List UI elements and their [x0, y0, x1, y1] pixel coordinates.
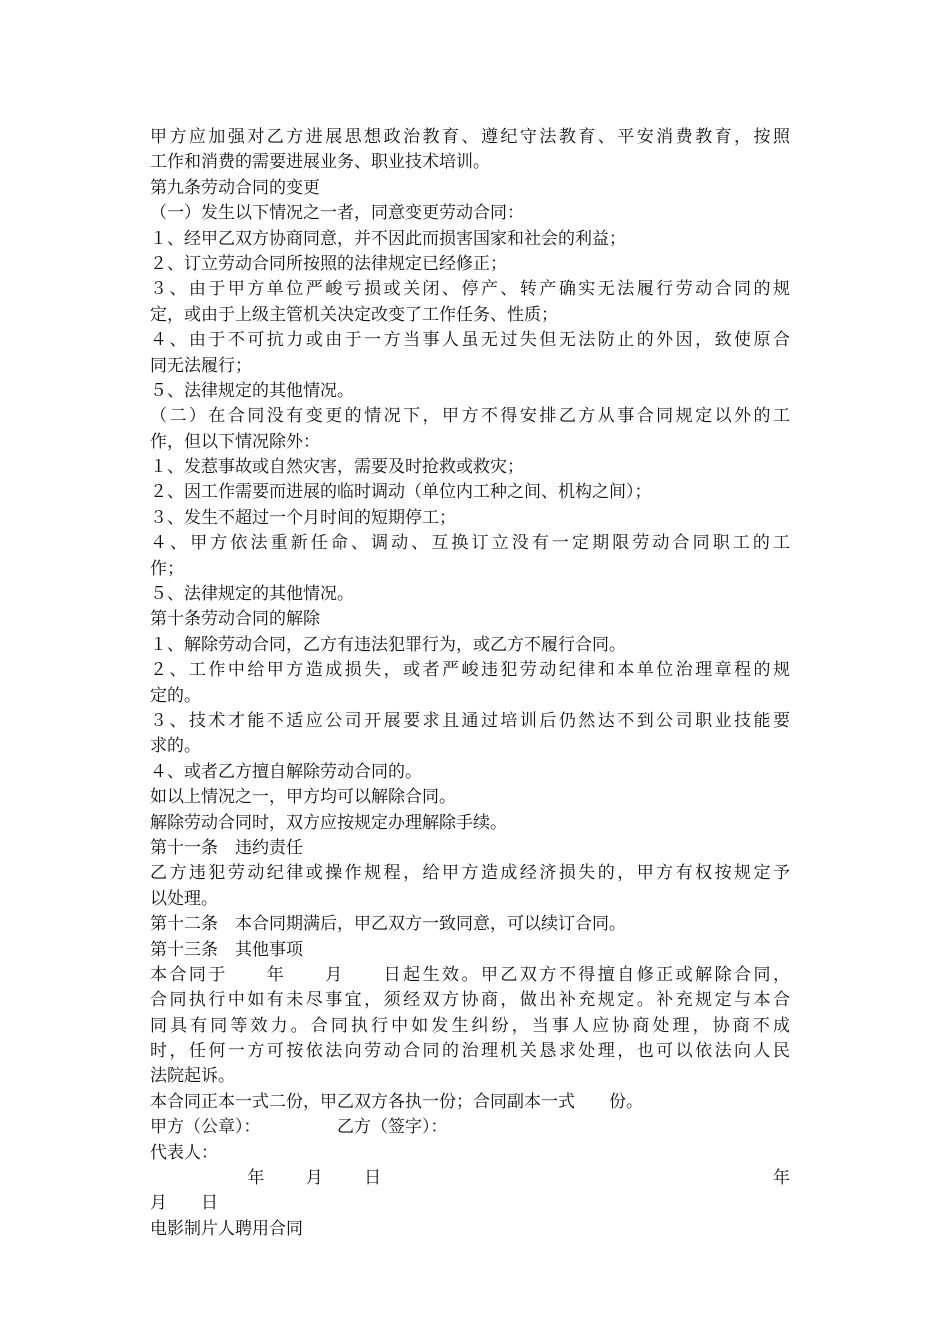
signature-line: 甲方（公章）： 乙方（签字）：: [150, 1117, 448, 1138]
date-line: 月 日: [150, 1193, 218, 1214]
paragraph-line: 本合同正本一式二份，甲乙双方各执一份；合同副本一式 份。: [150, 1091, 643, 1112]
list-item: 定，或由于上级主管机关决定改变了工作任务、性质；: [150, 304, 558, 325]
paragraph-line: 解除劳动合同时，双方应按规定办理解除手续。: [150, 812, 507, 833]
list-item: ４、或者乙方擅自解除劳动合同的。: [150, 761, 422, 782]
paragraph-line: 如以上情况之一，甲方均可以解除合同。: [150, 787, 456, 808]
section-heading: 第十条劳动合同的解除: [150, 609, 320, 630]
list-item: ２、工作中给甲方造成损失，或者严峻违犯劳动纪律和本单位治理章程的规: [150, 660, 790, 681]
list-item: １、经甲乙双方协商同意，并不因此而损害国家和社会的利益；: [150, 228, 626, 249]
section-heading: 第十一条 违约责任: [150, 837, 303, 858]
representative-line: 代表人：: [150, 1142, 218, 1163]
list-item: ５、法律规定的其他情况。: [150, 380, 354, 401]
list-item: 同无法履行；: [150, 355, 252, 376]
list-item: ３、发生不超过一个月时间的短期停工；: [150, 507, 456, 528]
paragraph-line: 作，但以下情况除外：: [150, 431, 320, 452]
list-item: 定的。: [150, 685, 201, 706]
section-heading: 第九条劳动合同的变更: [150, 177, 320, 198]
paragraph-line: 以处理。: [150, 888, 218, 909]
paragraph-line: 同具有同等效力。合同执行中如发生纠纷，当事人应协商处理，协商不成: [150, 1015, 790, 1036]
list-item: ２、订立劳动合同所按照的法律规定已经修正；: [150, 253, 507, 274]
list-item: 作；: [150, 558, 184, 579]
document-page: [150, 125, 790, 1242]
paragraph-line: 时，任何一方可按依法向劳动合同的治理机关恳求处理，也可以依法向人民: [150, 1041, 790, 1062]
section-heading: 第十二条 本合同期满后，甲乙双方一致同意，可以续订合同。: [150, 914, 626, 935]
list-item: ２、因工作需要而进展的临时调动（单位内工种之间、机构之间）；: [150, 482, 652, 503]
paragraph-line: （二）在合同没有变更的情况下，甲方不得安排乙方从事合同规定以外的工: [150, 406, 790, 427]
list-item: ４、甲方依法重新任命、调动、互换订立没有一定期限劳动合同职工的工: [150, 533, 790, 554]
list-item: ３、技术才能不适应公司开展要求且通过培训后仍然达不到公司职业技能要: [150, 710, 790, 731]
list-item: ４、由于不可抗力或由于一方当事人虽无过失但无法防止的外因，致使原合: [150, 330, 790, 351]
paragraph-line: 法院起诉。: [150, 1066, 235, 1087]
paragraph-line: 合同执行中如有未尽事宜，须经双方协商，做出补充规定。补充规定与本合: [150, 990, 790, 1011]
next-document-title: 电影制片人聘用合同: [150, 1218, 303, 1239]
section-heading: 第十三条 其他事项: [150, 939, 303, 960]
paragraph-line: 工作和消费的需要进展业务、职业技术培训。: [150, 152, 490, 173]
paragraph-line: 本合同于 年 月 日起生效。甲乙双方不得擅自修正或解除合同，: [150, 964, 790, 985]
list-item: ５、法律规定的其他情况。: [150, 584, 354, 605]
list-item: １、解除劳动合同，乙方有违法犯罪行为，或乙方不履行合同。: [150, 634, 626, 655]
paragraph-line: 乙方违犯劳动纪律或操作规程，给甲方造成经济损失的，甲方有权按规定予: [150, 863, 790, 884]
list-item: １、发惹事故或自然灾害，需要及时抢救或救灾；: [150, 457, 524, 478]
date-line: 年 月 日 年: [150, 1168, 790, 1189]
paragraph-line: （一）发生以下情况之一者，同意变更劳动合同：: [150, 203, 524, 224]
list-item: ３、由于甲方单位严峻亏损或关闭、停产、转产确实无法履行劳动合同的规: [150, 279, 790, 300]
paragraph-line: 甲方应加强对乙方进展思想政治教育、遵纪守法教育、平安消费教育，按照: [150, 127, 790, 147]
list-item: 求的。: [150, 736, 201, 757]
